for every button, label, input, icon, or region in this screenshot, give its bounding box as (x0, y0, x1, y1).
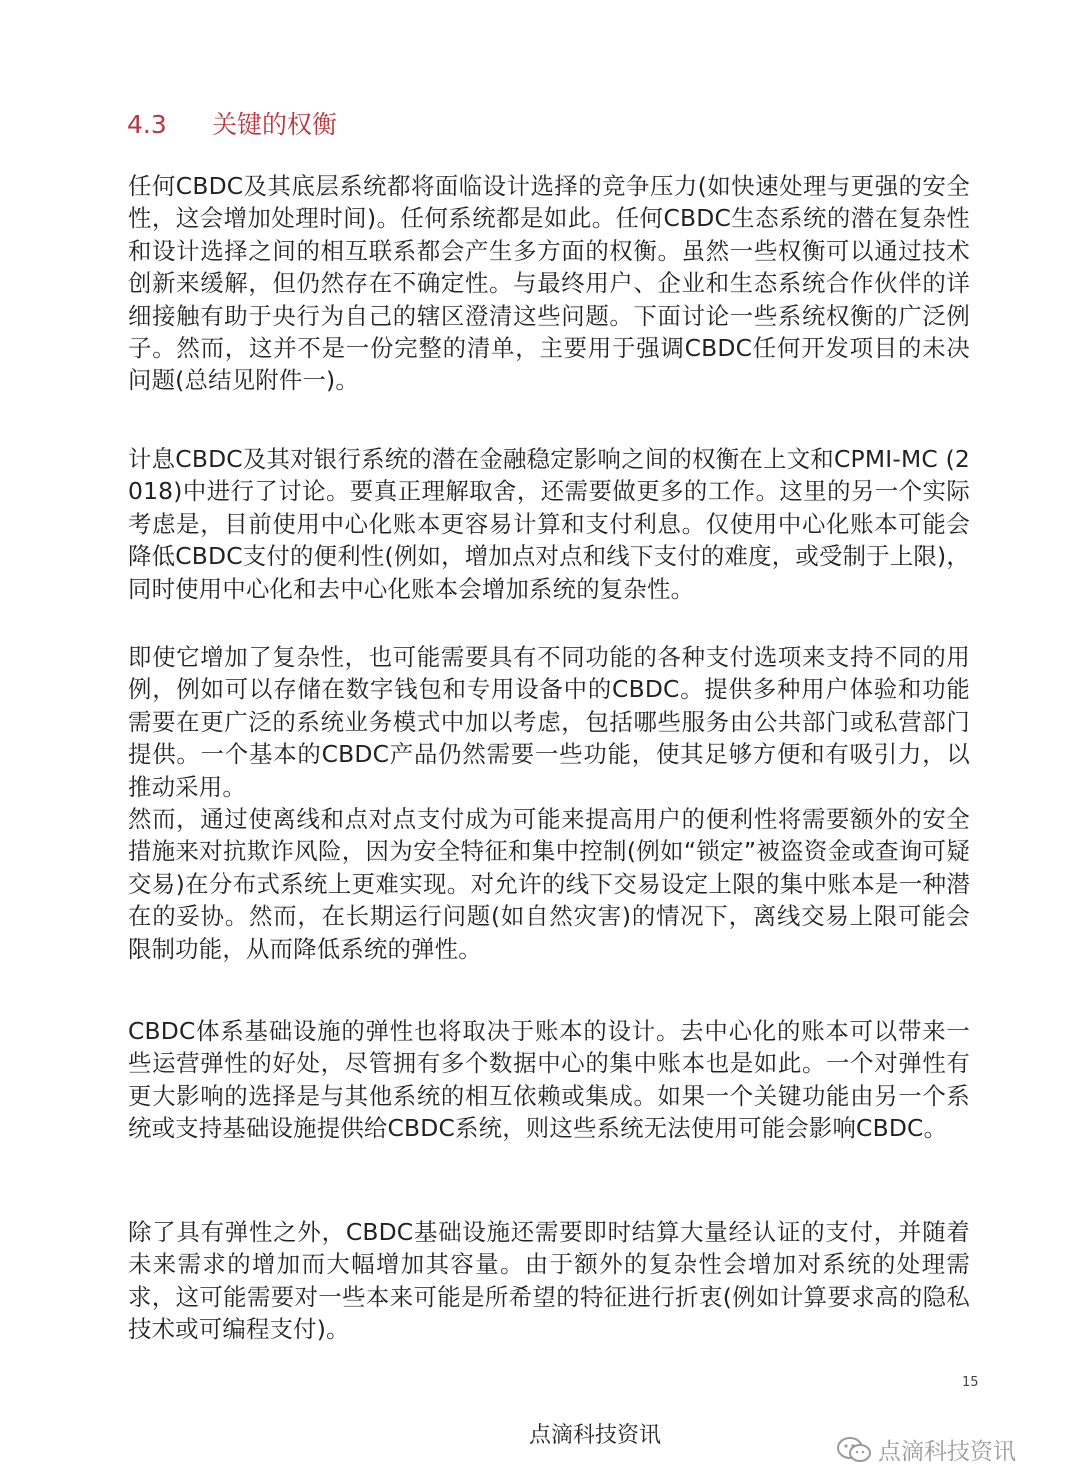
wechat-icon (836, 1436, 872, 1464)
section-heading (127, 108, 337, 142)
paragraph-2: 计息CBDC及其对银行系统的潜在金融稳定影响之间的权衡在上文和CPMI-MC (2018)中进行了讨论。要真正理解取舍，还需要做更多的工作。这里的另一个实际考虑是，目前使用中心化账本更容易计算和支付利息。仅使用中心化账本可能会降低CBDC支付的便利性(例如，增加点对点和线下支付的难度，或受制于上限)，同时使用中心化和去中心化账本会增加系统的复杂性。 (128, 445, 970, 603)
watermark-text: 点滴科技资讯 (878, 1439, 1016, 1465)
page-number: 15 (962, 1375, 979, 1390)
footer-text: 点滴科技资讯 (528, 1423, 661, 1448)
watermark (836, 1433, 1016, 1466)
paragraph-3: 即使它增加了复杂性，也可能需要具有不同功能的各种支付选项来支持不同的用例，例如可以存储在数字钱包和专用设备中的CBDC。提供多种用户体验和功能需要在更广泛的系统业务模式中加以考虑，包括哪些服务由公共部门或私营部门提供。一个基本的CBDC产品仍然需要一些功能，使其足够方便和有吸引力，以推动采用。 然而，通过使离线和点对点支付成为可能来提高用户的便利性将需要额外的安全措施来对抗欺诈风险，因为安全特征和集中控制(例如“锁定”被盗资金或查询可疑交易)在分布式系统上更难实现。对允许的线下交易设定上限的集中账本是一种潜在的妥协。然而，在长期运行问题(如自然灾害)的情况下，离线交易上限可能会限制功能，从而降低系统的弹性。 (128, 643, 970, 963)
paragraph-5: 除了具有弹性之外，CBDC基础设施还需要即时结算大量经认证的支付，并随着未来需求的增加而大幅增加其容量。由于额外的复杂性会增加对系统的处理需求，这可能需要对一些本来可能是所希望的特征进行折衷(例如计算要求高的隐私技术或可编程支付)。 (128, 1218, 970, 1344)
paragraph-1: 任何CBDC及其底层系统都将面临设计选择的竞争压力(如快速处理与更强的安全性，这会增加处理时间)。任何系统都是如此。任何CBDC生态系统的潜在复杂性和设计选择之间的相互联系都会产生多方面的权衡。虽然一些权衡可以通过技术创新来缓解，但仍然存在不确定性。与最终用户、企业和生态系统合作伙伴的详细接触有助于央行为自己的辖区澄清这些问题。下面讨论一些系统权衡的广泛例子。然而，这并不是一份完整的清单，主要用于强调CBDC任何开发项目的未决问题(总结见附件一)。 (128, 172, 970, 395)
section-title: 关键的权衡 (212, 110, 338, 139)
paragraph-4: CBDC体系基础设施的弹性也将取决于账本的设计。去中心化的账本可以带来一些运营弹性的好处，尽管拥有多个数据中心的集中账本也是如此。一个对弹性有更大影响的选择是与其他系统的相互依赖或集成。如果一个关键功能由另一个系统或支持基础设施提供给CBDC系统，则这些系统无法使用可能会影响CBDC。 (128, 1017, 970, 1143)
section-number: 4.3 (127, 110, 167, 139)
